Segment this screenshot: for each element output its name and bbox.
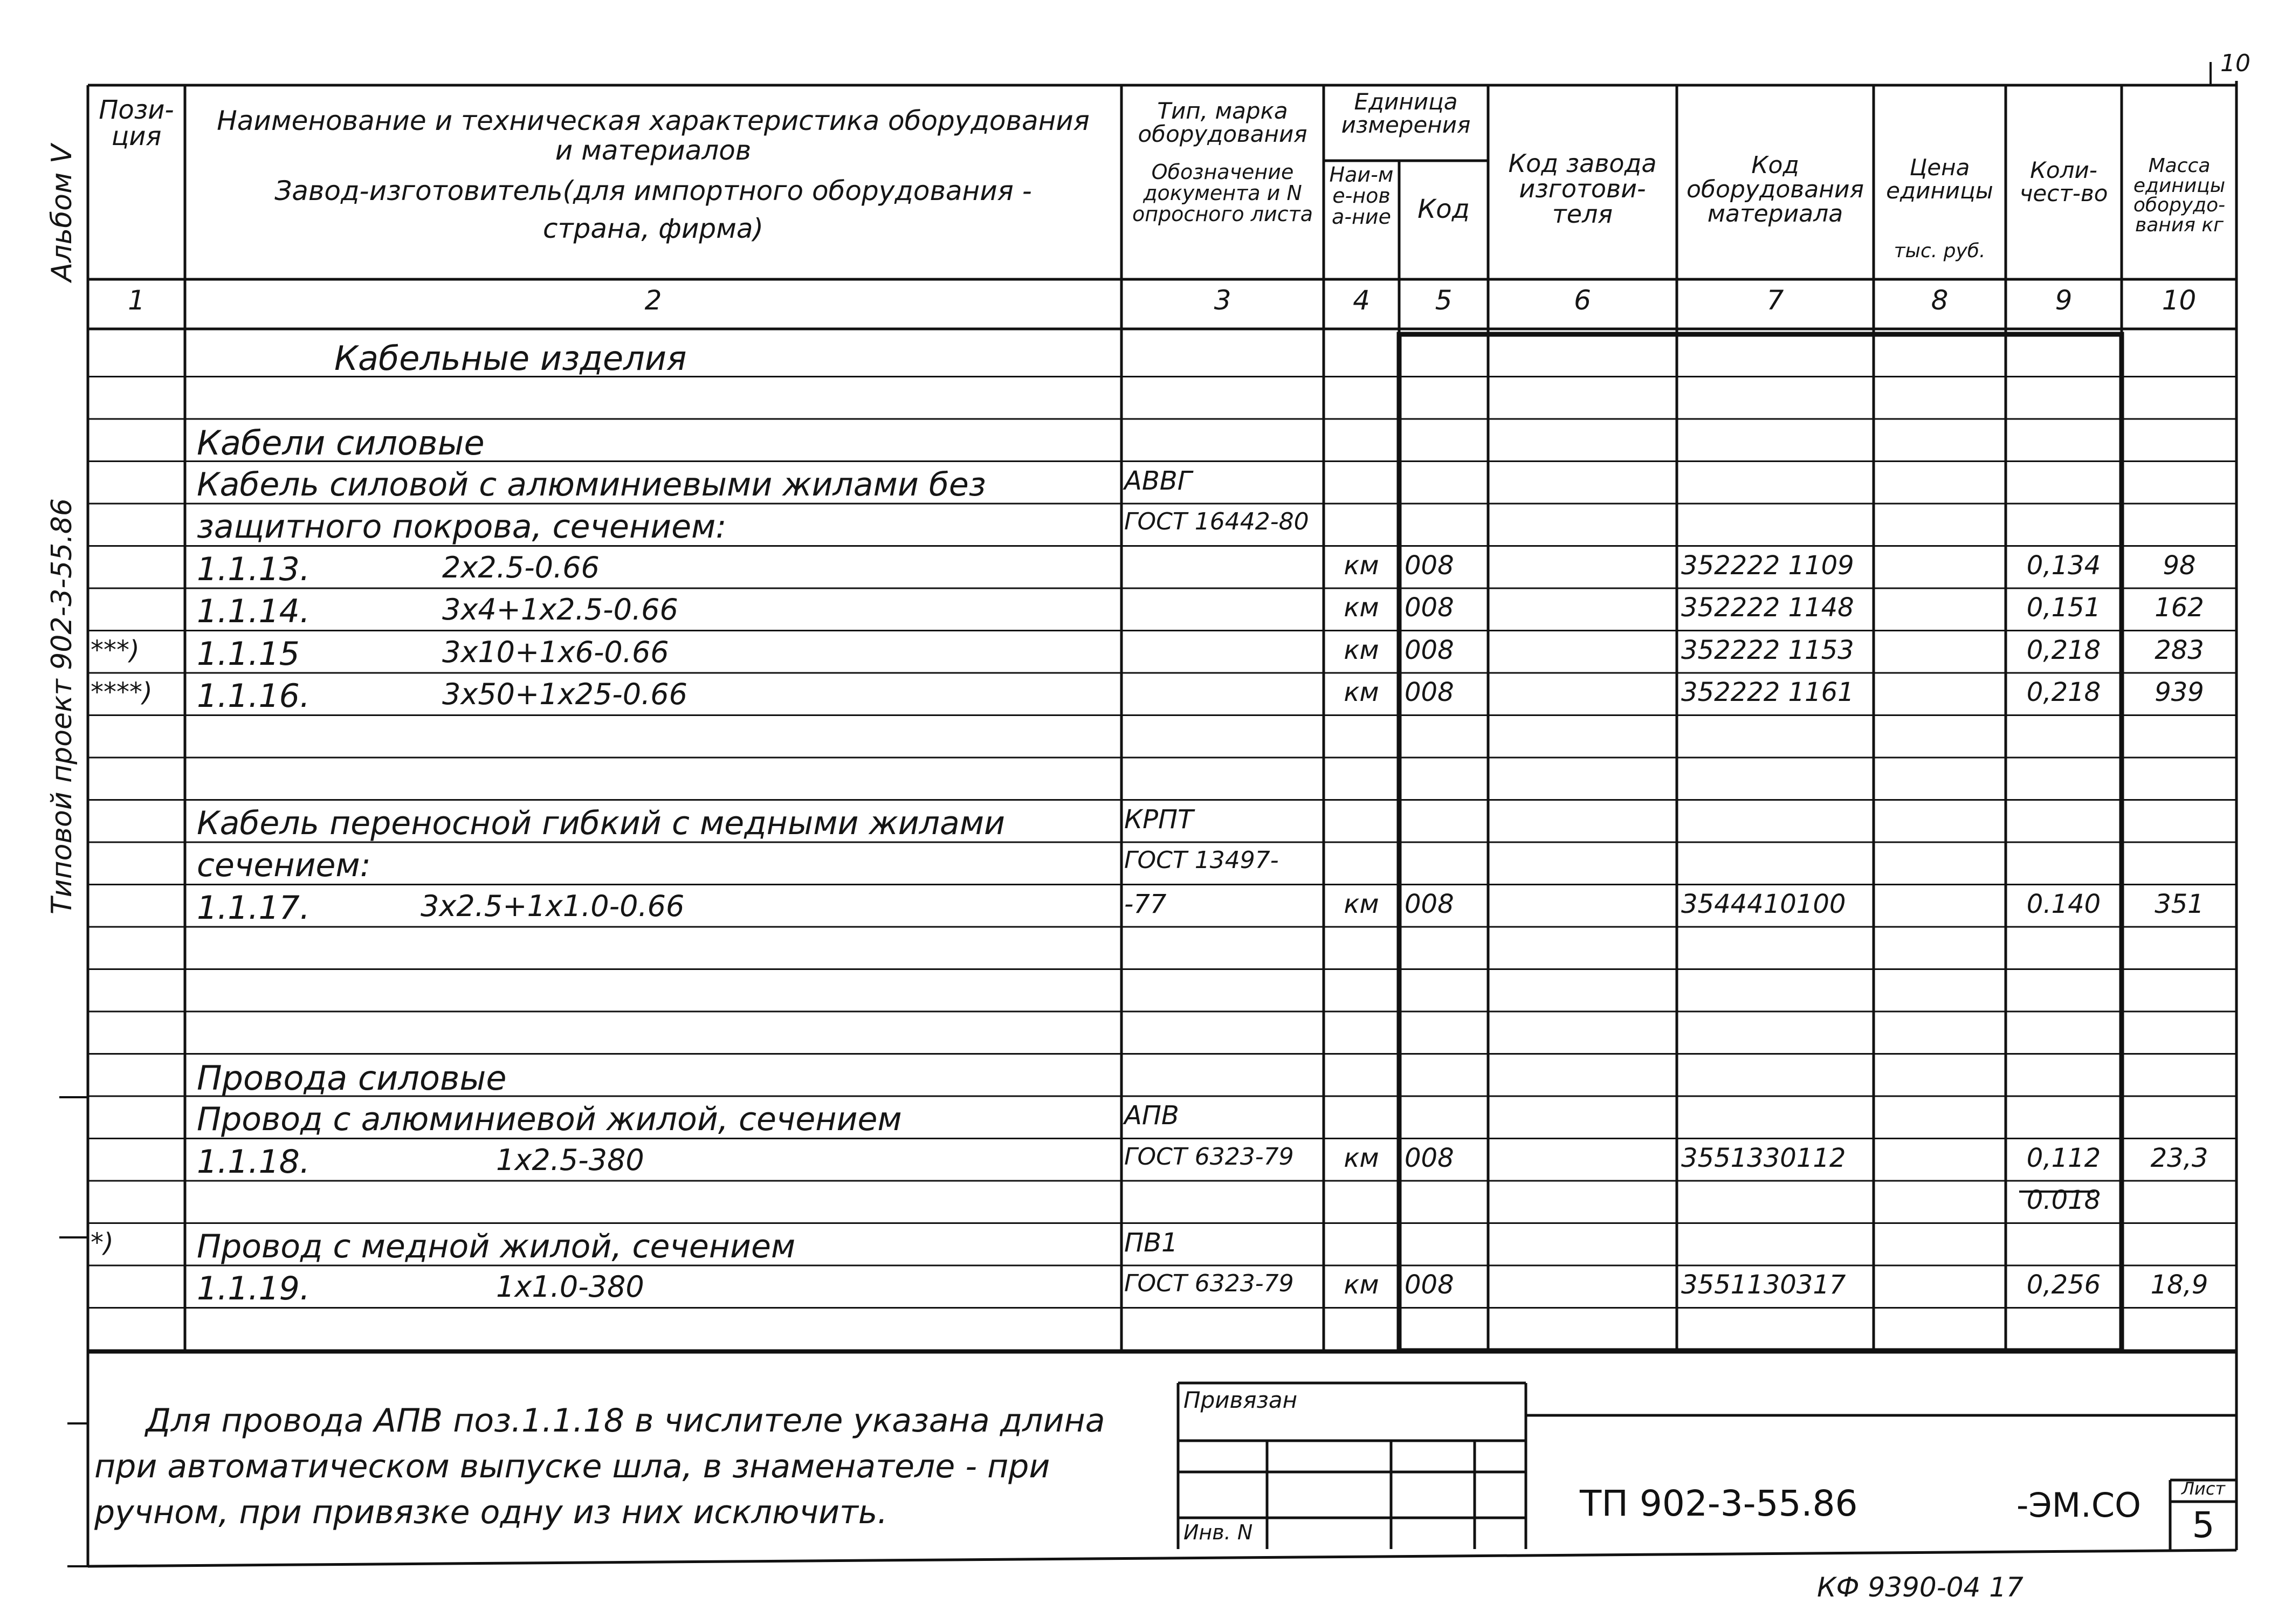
header-col-name-line1: Наименование и техническая характеристика оборудования [217,105,1090,136]
cell-section: 2x2.5-0.66 [442,550,600,584]
cell-mass: 162 [2155,593,2204,623]
cell-name: 1.1.19. [197,1270,310,1308]
footnote-line1: Для провода АПВ поз.1.1.18 в числителе указана длина [146,1402,1105,1440]
cell-type: ГОСТ 13497- [1124,847,1279,874]
table-row [0,842,2292,885]
table-row [0,715,2292,758]
cell-mass: 23,3 [2150,1143,2208,1173]
cell-type: -77 [1124,889,1167,919]
stamp-sheet-label: Лист [2181,1478,2226,1499]
sheet-corner-number: 10 [2220,50,2250,77]
bottom-code: КФ 9390-04 17 [1817,1572,2023,1603]
margin-project-label: Типовой проект 902-3-55.86 [46,498,78,914]
table-row [0,1139,2292,1181]
header-col-unit-group: Единица измерения [1341,88,1471,138]
column-number-2: 2 [644,285,662,316]
cell-qty: 0,112 [2026,1143,2101,1173]
cell-code: 008 [1405,889,1454,919]
stamp-designation: ТП 902-3-55.86 [1580,1483,1858,1524]
cell-matcode: 352222 1161 [1681,677,1854,707]
table-row [0,927,2292,969]
cell-mass: 939 [2155,677,2204,707]
cell-name: Провода силовые [197,1058,507,1098]
header-col-name-line2: и материалов [555,135,752,166]
cell-name: 1.1.17. [197,889,310,927]
table-row [0,631,2292,673]
cell-name: сечением: [197,847,371,884]
cell-type: ГОСТ 6323-79 [1124,1143,1294,1171]
cell-name: 1.1.14. [197,593,310,630]
header-col-document: Обозначение документа и N опросного листа [1132,160,1313,226]
column-number-4: 4 [1353,285,1370,316]
header-col-type: Тип, марка оборудования [1138,98,1307,147]
cell-matcode: 3551330112 [1681,1143,1846,1173]
cell-name: Кабель переносной гибкий с медными жилами [197,804,1006,842]
cell-qty: 0,151 [2026,593,2101,623]
column-number-6: 6 [1574,285,1591,316]
cell-mark: ****) [91,677,153,707]
cell-qty: 0,134 [2026,550,2101,581]
cell-section: 1x2.5-380 [496,1143,644,1177]
header-col-price: Цена единицы [1886,154,1993,204]
header-col-unit-code: Код [1417,194,1470,224]
cell-matcode: 352222 1153 [1681,635,1854,665]
footnote-line3: ручном, при привязке одну из них исключить. [94,1494,888,1531]
cell-name: Провод с алюминиевой жилой, сечением [197,1100,902,1138]
cell-name: Кабельные изделия [334,339,687,378]
table-row [0,334,2292,377]
cell-name: Кабели силовые [197,423,485,463]
column-number-10: 10 [2162,285,2197,316]
cell-unit: км [1344,550,1379,581]
header-col-price-unit: тыс. руб. [1894,240,1986,262]
header-col-unit-name: Наи-ме-нова-ние [1329,163,1394,229]
cell-unit: км [1344,593,1379,623]
cell-section: 3x10+1x6-0.66 [442,635,669,669]
table-row [0,1011,2292,1054]
header-col-position: Пози-ция [99,95,174,152]
table-row [0,504,2292,546]
cell-code: 008 [1405,677,1454,707]
table-row [0,969,2292,1012]
cell-unit: км [1344,1270,1379,1300]
column-number-7: 7 [1766,285,1784,316]
table-row [0,546,2292,589]
cell-type: ГОСТ 16442-80 [1124,508,1309,535]
cell-mass: 351 [2155,889,2204,919]
cell-section: 3x2.5+1x1.0-0.66 [421,889,685,923]
cell-matcode: 352222 1148 [1681,593,1854,623]
header-col-name-line4: страна, фирма) [543,213,763,244]
header-col-mass: Масса единицы оборудо-вания кг [2133,155,2226,237]
cell-name: Провод с медной жилой, сечением [197,1227,796,1265]
cell-code: 008 [1405,1270,1454,1300]
header-col-material-code: Код оборудования материала [1686,152,1864,228]
table-row [0,377,2292,419]
table-row [0,800,2292,843]
cell-code: 008 [1405,550,1454,581]
footnote-line2: при автоматическом выпуске шла, в знаменателе - при [94,1448,1050,1485]
cell-unit: км [1344,1143,1379,1173]
table-row [0,673,2292,715]
cell-name: защитного покрова, сечением: [197,508,727,546]
cell-qty: 0,256 [2026,1270,2101,1300]
cell-section: 3x4+1x2.5-0.66 [442,593,678,627]
table-row [0,1265,2292,1308]
table-row [0,588,2292,631]
cell-name: 1.1.18. [197,1143,310,1181]
table-row [0,1223,2292,1266]
column-number-3: 3 [1214,285,1231,316]
cell-name: Кабель силовой с алюминиевыми жилами без [197,465,986,504]
cell-type: ГОСТ 6323-79 [1124,1270,1294,1297]
cell-unit: км [1344,677,1379,707]
cell-name: 1.1.15 [197,635,300,673]
stamp-sheet-number: 5 [2192,1504,2215,1546]
cell-matcode: 352222 1109 [1681,550,1854,581]
cell-matcode: 3551130317 [1681,1270,1846,1300]
cell-qty: 0.018 [2026,1185,2101,1215]
cell-section: 1x1.0-380 [496,1270,644,1304]
cell-code: 008 [1405,593,1454,623]
cell-name: 1.1.13. [197,550,310,588]
table-row [0,885,2292,927]
cell-mass: 98 [2163,550,2196,581]
cell-type: ПВ1 [1124,1227,1178,1258]
header-col-factory-code: Код завода изготови-теля [1508,149,1657,229]
table-row [0,1181,2292,1223]
cell-qty: 0.140 [2026,889,2101,919]
header-col-quantity: Коли-чест-во [2019,157,2108,207]
stamp-document-code: -ЭМ.СО [2016,1485,2141,1525]
cell-mark: ***) [91,635,140,665]
cell-qty: 0,218 [2026,677,2101,707]
table-row [0,758,2292,800]
column-number-8: 8 [1931,285,1949,316]
table-row [0,462,2292,504]
cell-type: КРПТ [1124,804,1194,835]
cell-mass: 18,9 [2150,1270,2208,1300]
table-row [0,1096,2292,1139]
cell-qty: 0,218 [2026,635,2101,665]
cell-matcode: 3544410100 [1681,889,1846,919]
cell-name: 1.1.16. [197,677,310,715]
cell-mark: *) [91,1227,114,1258]
stamp-inventory-label: Инв. N [1183,1520,1253,1544]
cell-section: 3x50+1x25-0.66 [442,677,688,711]
cell-unit: км [1344,635,1379,665]
column-number-5: 5 [1435,285,1453,316]
table-row [0,419,2292,462]
cell-code: 008 [1405,635,1454,665]
cell-type: АВВГ [1124,465,1192,496]
column-number-9: 9 [2055,285,2073,316]
table-row [0,1308,2292,1351]
cell-type: АПВ [1124,1100,1179,1131]
table-row [0,1054,2292,1097]
header-col-name-line3: Завод-изготовитель(для импортного оборудования - [274,175,1032,207]
stamp-bound-label: Привязан [1183,1387,1298,1413]
column-number-1: 1 [128,285,145,316]
cell-code: 008 [1405,1143,1454,1173]
cell-mass: 283 [2155,635,2204,665]
cell-unit: км [1344,889,1379,919]
margin-album-label: Альбом V [46,144,78,282]
